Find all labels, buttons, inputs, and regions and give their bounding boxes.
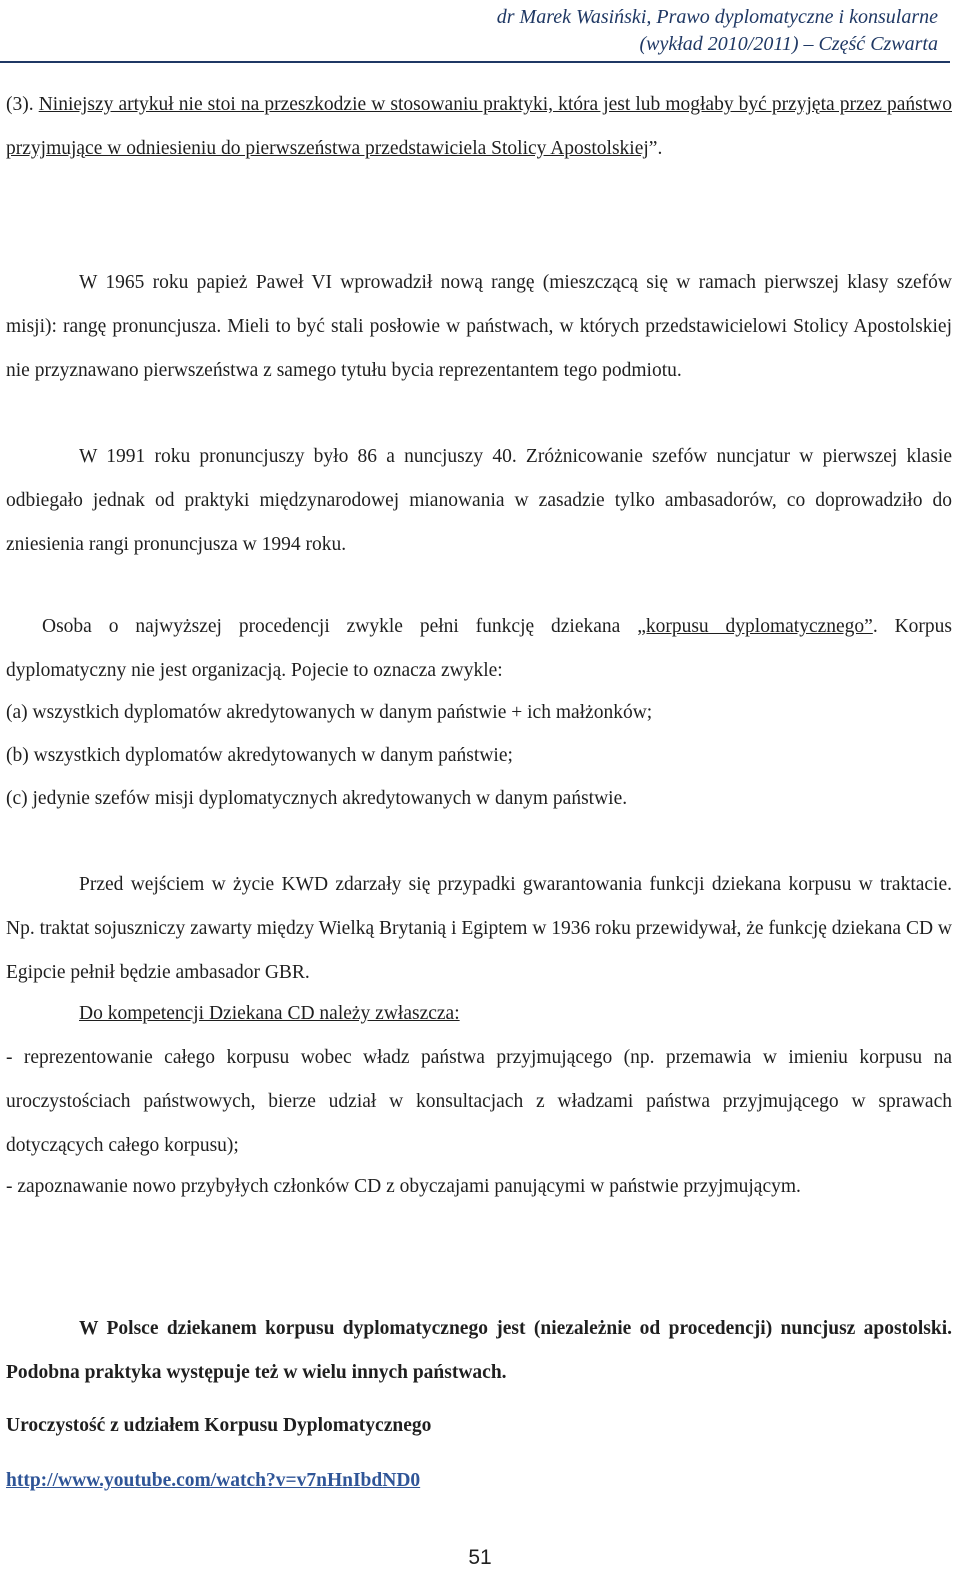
- competences-heading: Do kompetencji Dziekana CD należy zwłaszcza:: [79, 1003, 460, 1024]
- list-item-a: (a) wszystkich dyplomatów akredytowanych w danym państwie + ich małżonków;: [6, 702, 653, 723]
- paragraph-prefix: Osoba o najwyższej procedencji zwykle pełni funkcję dziekana: [42, 616, 638, 637]
- competence-item-1: - reprezentowanie całego korpusu wobec władz państwa przyjmującego (np. przemawia w imieniu korpusu na uroczystościach państwowych, bierze udział w konsultacjach z władzami państwa przyjmującego w sprawach dotyczących całego korpusu);: [6, 1047, 952, 1156]
- list-item-b: (b) wszystkich dyplomatów akredytowanych w danym państwie;: [6, 745, 513, 766]
- paragraph-suffix: ”.: [648, 138, 663, 159]
- video-link[interactable]: http://www.youtube.com/watch?v=v7nHnIbdND0: [6, 1470, 421, 1491]
- running-header: [178, 4, 938, 58]
- paragraph-dziekan: [6, 605, 952, 693]
- list-item-c: (c) jedynie szefów misji dyplomatycznych akredytowanych w danym państwie.: [6, 788, 628, 809]
- header-line-2: (wykład 2010/2011) – Część Czwarta: [639, 33, 938, 55]
- paragraph-pronuncjusz: W 1965 roku papież Paweł VI wprowadził nową rangę (mieszczącą się w ramach pierwszej klasy szefów misji): rangę pronuncjusza. Mieli to być stali posłowie w państwach, w których przedstawicielowi Stolicy Apostolskiej nie przyznawano pierwszeństwa z samego tytułu bycia reprezentantem tego podmiotu.: [6, 272, 952, 381]
- page-number: 51: [468, 1546, 492, 1569]
- header-line-1: dr Marek Wasiński, Prawo dyplomatyczne i konsularne: [496, 6, 938, 28]
- paragraph-poland-bold: W Polsce dziekanem korpusu dyplomatycznego jest (niezależnie od procedencji) nuncjusz apostolski. Podobna praktyka występuje też w wielu innych państwach.: [6, 1318, 952, 1383]
- paragraph-prefix: (3).: [6, 94, 39, 115]
- ceremony-title: Uroczystość z udziałem Korpusu Dyplomatycznego: [6, 1415, 432, 1436]
- paragraph-1991-stats: W 1991 roku pronuncjuszy było 86 a nuncjuszy 40. Zróżnicowanie szefów nuncjatur w pierwszej klasie odbiegało jednak od praktyki międzynarodowej mianowania w zasadzie tylko ambasadorów, co doprowadziło do zniesienia rangi pronuncjusza w 1994 roku.: [6, 446, 952, 555]
- competence-item-2: - zapoznawanie nowo przybyłych członków CD z obyczajami panującymi w państwie przyjmującym.: [6, 1176, 801, 1197]
- paragraph-treaty: Przed wejściem w życie KWD zdarzały się przypadki gwarantowania funkcji dziekana korpusu w traktacie. Np. traktat sojuszniczy zawarty między Wielką Brytanią i Egiptem w 1936 roku przewidywał, że funkcję dziekana CD w Egipcie pełnił będzie ambasador GBR.: [6, 874, 952, 983]
- underlined-quote: Niniejszy artykuł nie stoi na przeszkodzie w stosowaniu praktyki, która jest lub mogłaby być przyjęta przez państwo przyjmujące w odniesieniu do pierwszeństwa przedstawiciela Stolicy Apostolskiej: [6, 94, 952, 159]
- header-divider: [0, 61, 950, 63]
- paragraph-article-3: [6, 83, 952, 171]
- underlined-term: „korpusu dyplomatycznego”: [637, 616, 873, 637]
- paragraph-suffix: . Korpus dyplomatyczny nie jest organizacją. Pojecie to oznacza zwykle:: [6, 616, 952, 681]
- video-link-line: [6, 1459, 952, 1503]
- competences-heading-line: [6, 992, 952, 1036]
